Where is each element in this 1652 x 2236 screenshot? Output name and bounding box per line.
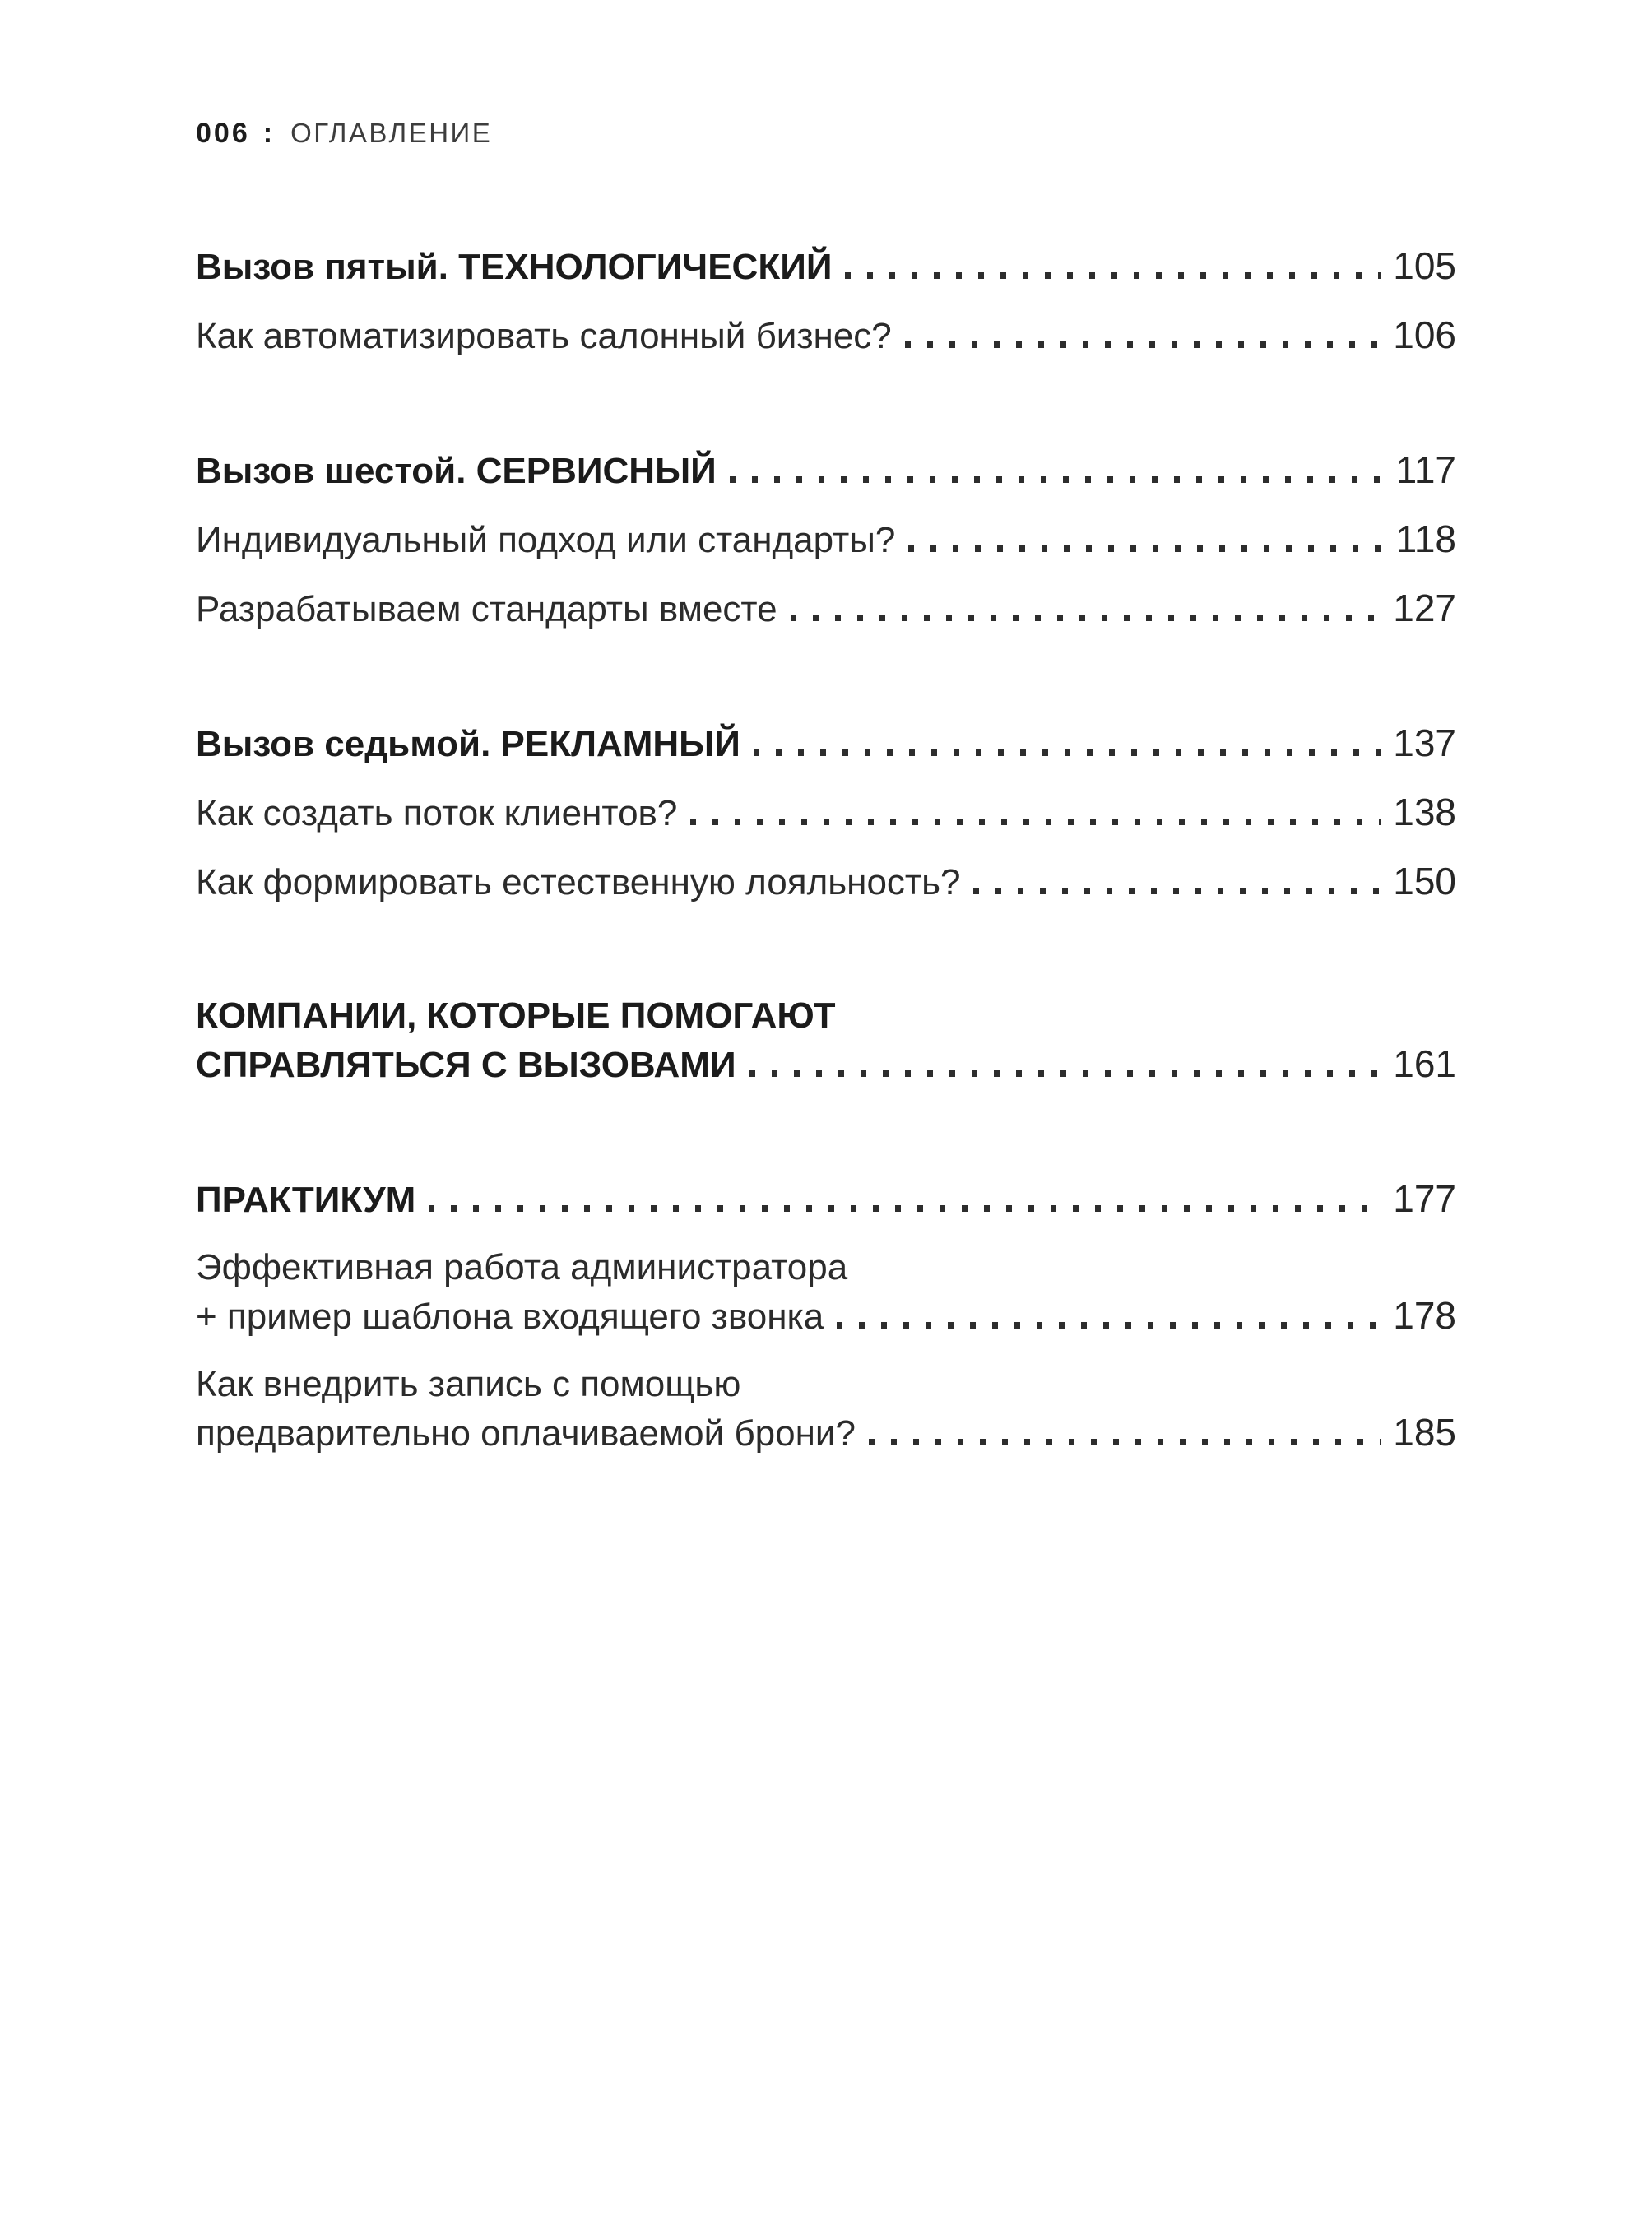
dot-leader (869, 1439, 1381, 1445)
section-heading (196, 719, 1456, 768)
dot-leader (791, 615, 1382, 621)
dot-leader (973, 888, 1381, 894)
dot-leader (730, 476, 1385, 483)
entry-text: Индивидуальный подход или стандарты? (196, 520, 896, 560)
heading-line-1: КОМПАНИИ, КОТОРЫЕ ПОМОГАЮТ (196, 995, 836, 1036)
dot-leader (749, 1070, 1382, 1077)
toc-entry (196, 515, 1456, 564)
page-folio: 006 (196, 118, 250, 149)
toc-entry (196, 857, 1456, 907)
dot-leader (845, 272, 1381, 279)
page-number: 185 (1393, 1411, 1456, 1454)
page-number: 105 (1393, 244, 1456, 287)
page-number: 106 (1393, 313, 1456, 356)
heading-text: Вызов шестой. СЕРВИСНЫЙ (196, 451, 717, 491)
page-number: 117 (1395, 448, 1456, 491)
toc-entry (196, 788, 1456, 837)
entry-text: Как формировать естественную лояльность? (196, 862, 961, 902)
toc-section (196, 1175, 1456, 1458)
toc-section (196, 992, 1456, 1089)
page-number: 161 (1393, 1042, 1456, 1085)
section-heading (196, 242, 1456, 291)
heading-text: Вызов седьмой. РЕКЛАМНЫЙ (196, 724, 740, 764)
entry-text: Как автоматизировать салонный бизнес? (196, 316, 892, 356)
entry-text: Как создать поток клиентов? (196, 793, 678, 833)
page-number: 137 (1393, 721, 1456, 764)
dot-leader (690, 819, 1381, 825)
running-header (196, 118, 492, 148)
dot-leader (429, 1205, 1381, 1212)
toc-entry (196, 584, 1456, 633)
dot-leader (908, 545, 1384, 552)
heading-text: ПРАКТИКУМ (196, 1180, 416, 1220)
toc-entry (196, 311, 1456, 360)
page-number: 178 (1393, 1294, 1456, 1337)
table-of-contents (196, 242, 1456, 1458)
running-title: ОГЛАВЛЕНИЕ (290, 118, 493, 148)
page-number: 127 (1393, 587, 1456, 629)
section-heading (196, 992, 1456, 1089)
toc-section (196, 719, 1456, 907)
section-heading (196, 1175, 1456, 1224)
entry-line-1: Эффективная работа администратора (196, 1247, 848, 1287)
page-number: 177 (1393, 1177, 1456, 1220)
entry-text: Разрабатываем стандарты вместе (196, 589, 777, 629)
page-number: 138 (1393, 791, 1456, 833)
dot-leader (837, 1322, 1381, 1329)
toc-section (196, 242, 1456, 360)
heading-line-2: СПРАВЛЯТЬСЯ С ВЫЗОВАМИ (196, 1045, 736, 1085)
page-number: 118 (1395, 517, 1456, 560)
toc-entry (196, 1244, 1456, 1341)
entry-line-1: Как внедрить запись с помощью (196, 1364, 741, 1404)
colon-separator: : (262, 118, 273, 149)
section-heading (196, 446, 1456, 495)
toc-entry (196, 1361, 1456, 1458)
dot-leader (905, 341, 1381, 348)
entry-line-2: предварительно оплачиваемой брони? (196, 1413, 856, 1454)
heading-text: Вызов пятый. ТЕХНОЛОГИЧЕСКИЙ (196, 247, 833, 287)
toc-section (196, 446, 1456, 633)
page-number: 150 (1393, 860, 1456, 902)
dot-leader (754, 749, 1381, 756)
entry-line-2: + пример шаблона входящего звонка (196, 1297, 824, 1337)
